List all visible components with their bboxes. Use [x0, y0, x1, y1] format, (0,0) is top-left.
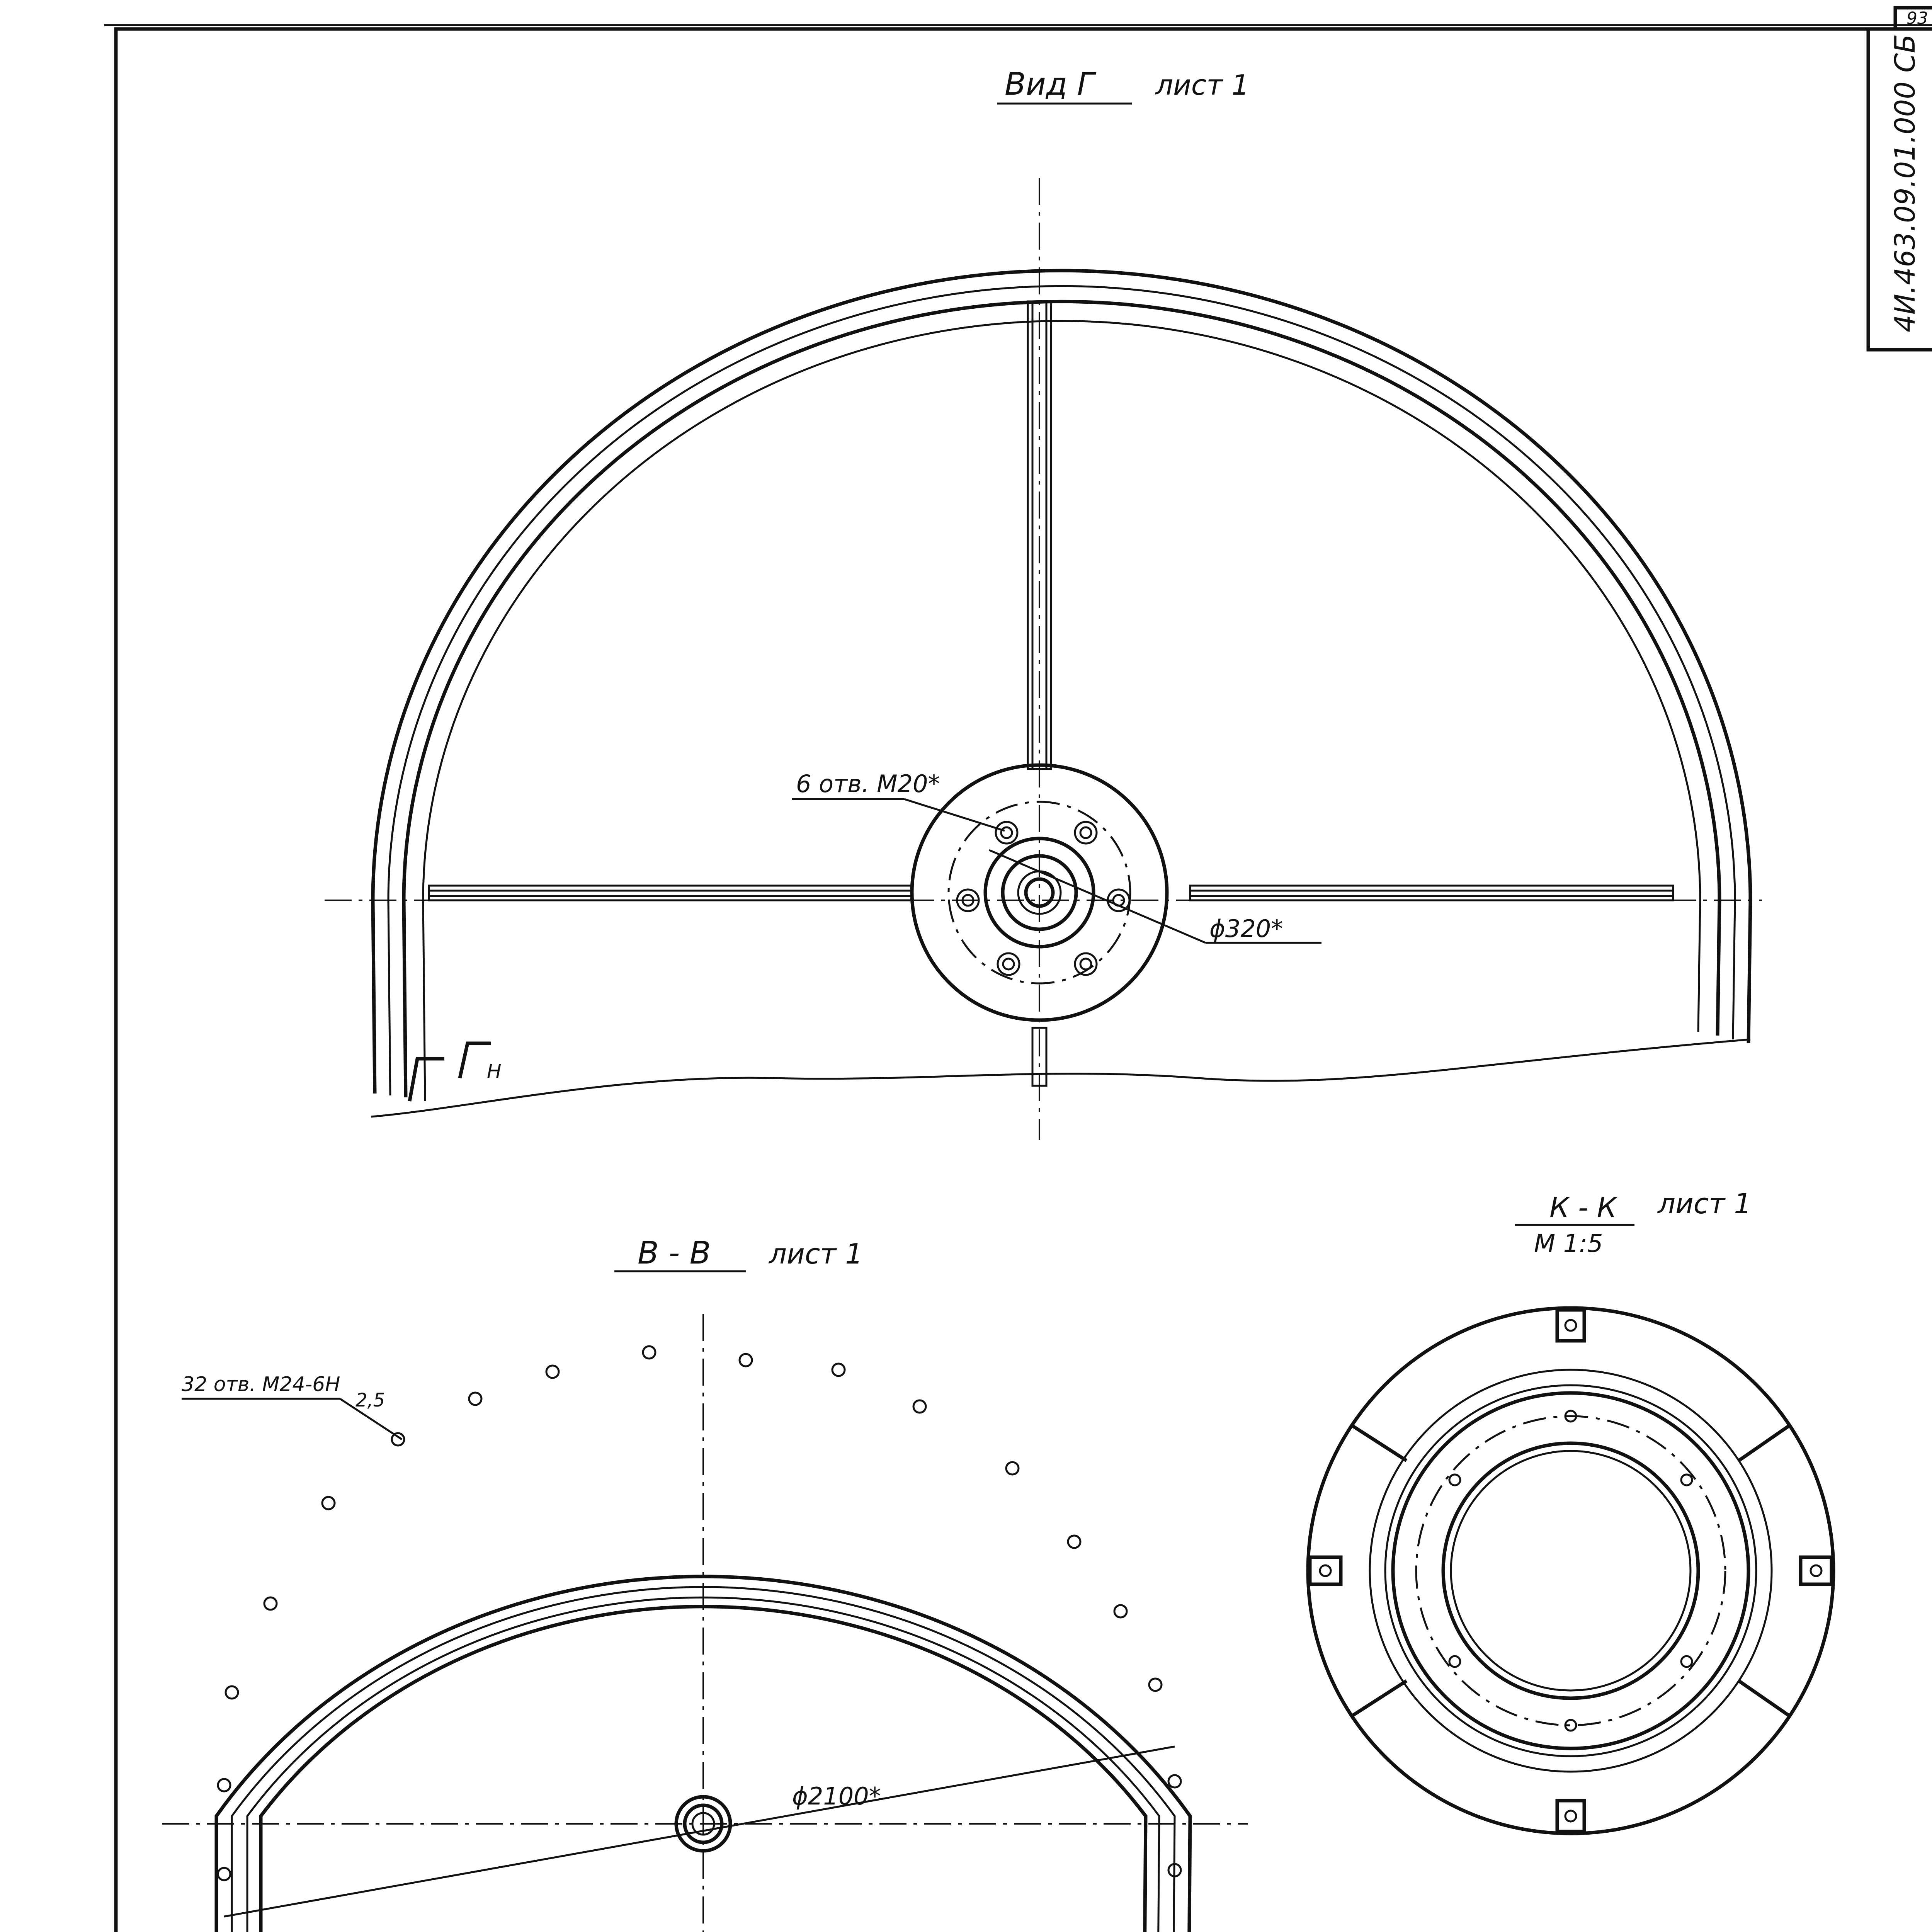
section-vv-diameter-label: ϕ2100* [792, 1782, 881, 1810]
view-g-title: Вид Г [1005, 66, 1095, 102]
section-vv-holes-label: 32 отв. М24-6Н [182, 1373, 340, 1396]
sheet-number: 93 [1906, 9, 1928, 28]
section-kk-title: К - К [1549, 1191, 1617, 1224]
view-g-diameter-label: ϕ320* [1209, 915, 1283, 943]
section-kk [1308, 1187, 1833, 1833]
sheet-frame [8, 25, 1932, 1932]
view-g-section-marker: Н [487, 1060, 502, 1083]
section-vv-ref: лист 1 [769, 1238, 863, 1270]
view-g [325, 66, 1762, 1140]
section-kk-ref: лист 1 [1658, 1187, 1752, 1220]
section-kk-scale: М 1:5 [1534, 1230, 1603, 1258]
rim-holes [218, 1346, 1181, 1932]
doc-code-rotated: 4И.463.09.01.000 СБ [1889, 34, 1921, 332]
section-vv-title: В - В [638, 1235, 711, 1271]
view-g-holes-label: 6 отв. М20* [796, 770, 940, 798]
view-g-ref: лист 1 [1155, 69, 1250, 101]
section-vv [162, 1235, 1248, 1932]
section-vv-gap-label: 2,5 [355, 1389, 385, 1411]
doc-code-box [1868, 29, 1932, 350]
